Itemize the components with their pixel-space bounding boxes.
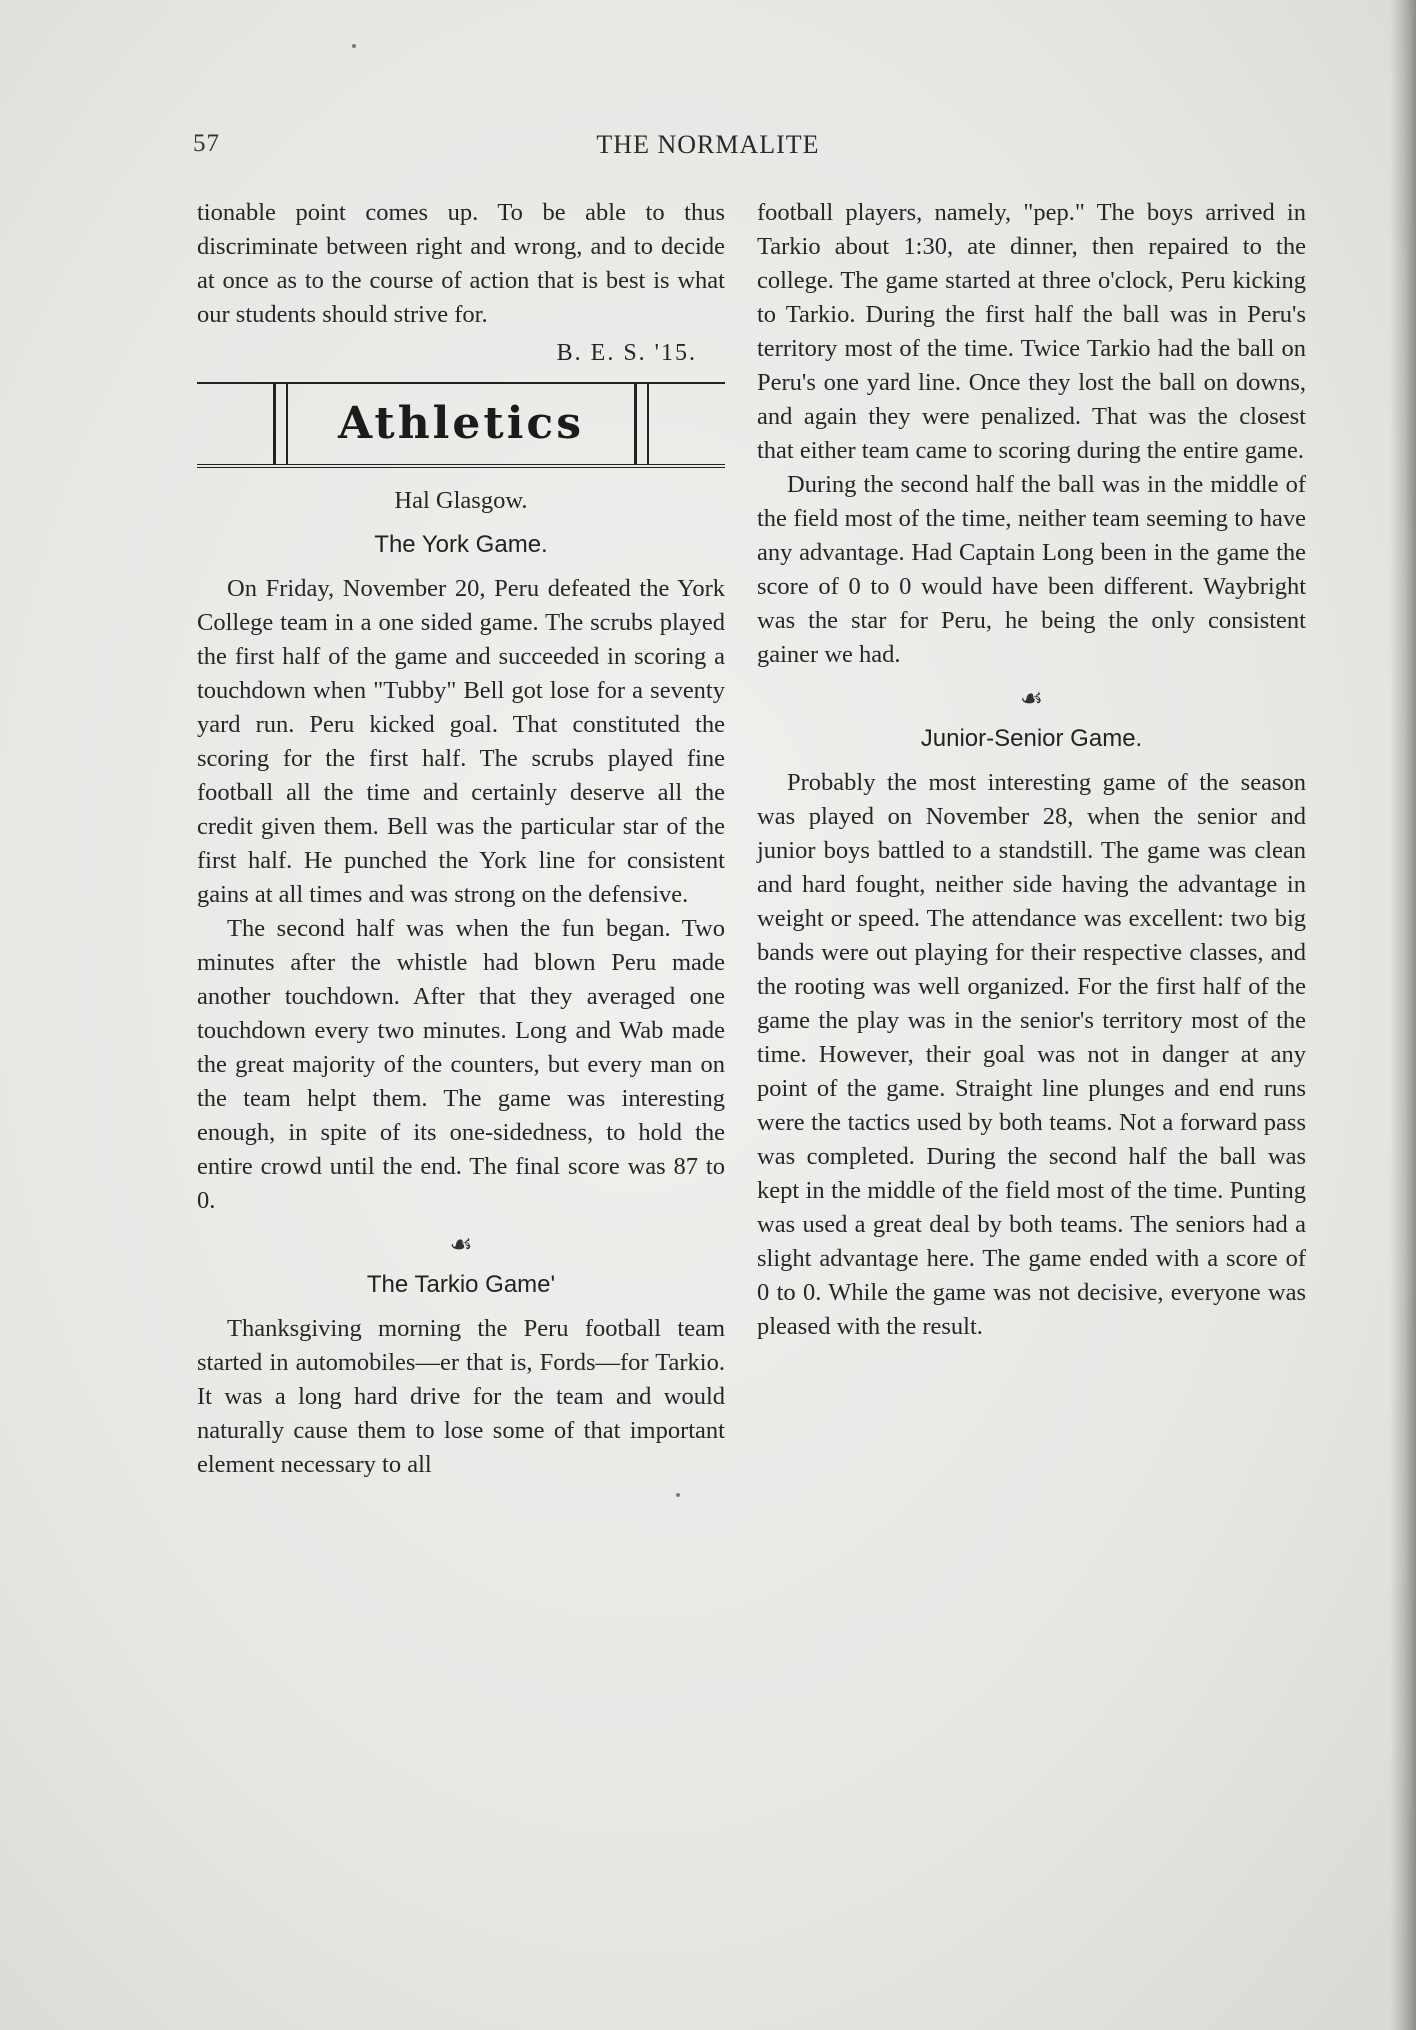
section-ornament: ☙: [449, 1230, 473, 1259]
heading-bar-left: [273, 384, 288, 464]
byline: Hal Glasgow.: [394, 487, 528, 514]
tarkio-continued-paragraph: football players, namely, "pep." The boys arrived in Tarkio about 1:30, ate dinner, then repaired to the college. The game started at three o'clock, Peru kicking to Tarkio. During the first half the ball was in Peru's territory most of the time. Twice Tarkio had the ball on Peru's one yard line. Once they lost the ball on downs, and again they were penalized. That was the closest that either team came to scoring during the entire game.: [757, 199, 1306, 464]
section-ornament: ☙: [1019, 684, 1044, 713]
author-signature: B. E. S. '15.: [556, 340, 697, 366]
heading-rule-bottom: [197, 464, 725, 468]
heading-box: [197, 384, 725, 464]
carryover-paragraph: tionable point comes up. To be able to thus discriminate between right and wrong, and to decide at once as to the course of action that is best is what our students should strive for.: [197, 199, 725, 328]
york-paragraph-1: On Friday, November 20, Peru defeated the York College team in a one sided game. The scrubs played the first half of the game and succeeded in scoring a touchdown when "Tubby" Bell got lose for a seventy yard run. Peru kicked goal. That constituted the scoring for the first half. The scrubs played fine football all the time and certainly deserve all the credit given them. Bell was the particular star of the first half. He punched the York line for consistent gains at all times and was strong on the defensive.: [197, 575, 725, 908]
right-column: [757, 196, 1306, 1344]
tarkio-paragraph-2: During the second half the ball was in the middle of the field most of the time, neither team seeming to have any advantage. Had Captain Long been in the game the score of 0 to 0 would have been different. Waybright was the star for Peru, he being the only consistent gainer we had.: [757, 471, 1306, 668]
junior-senior-paragraph: Probably the most interesting game of the season was played on November 28, when the senior and junior boys battled to a standstill. The game was clean and hard fought, neither side having the advantage in weight or speed. The attendance was excellent: two big bands were out playing for their respective classes, and the rooting was well organized. For the first half of the game the play was in the senior's territory most of the time. However, their goal was not in danger at any point of the game. Straight line plunges and end runs were the tactics used by both teams. Not a forward pass was completed. During the second half the ball was kept in the middle of the field most of the time. Punting was used a great deal by both teams. The seniors had a slight advantage here. The game ended with a score of 0 to 0. While the game was not decisive, everyone was pleased with the result.: [757, 769, 1306, 1340]
paper-speck: [352, 44, 356, 48]
page-edge-shadow: [1390, 0, 1416, 2030]
tarkio-game-heading: The Tarkio Game': [366, 1271, 556, 1298]
heading-bar-right: [634, 384, 649, 464]
department-title: Athletics: [338, 398, 584, 449]
department-heading: [197, 382, 725, 468]
paper-speck: [676, 1493, 680, 1497]
left-column: [197, 196, 725, 1482]
page-number: 57: [193, 130, 220, 157]
york-game-heading: The York Game.: [374, 531, 548, 558]
york-paragraph-2: The second half was when the fun began. Two minutes after the whistle had blown Peru made another touchdown. After that they averaged one touchdown every two minutes. Long and Wab made the great majority of the counters, but every man on the team helpt them. The game was interesting enough, in spite of its one-sidedness, to hold the entire crowd until the end. The final score was 87 to 0.: [197, 915, 725, 1214]
tarkio-paragraph-1: Thanksgiving morning the Peru football team started in automobiles—er that is, Fords—for Tarkio. It was a long hard drive for the team and would naturally cause them to lose some of that important element necessary to all: [197, 1315, 725, 1478]
running-head: THE NORMALITE: [596, 130, 820, 159]
junior-senior-heading: Junior-Senior Game.: [920, 725, 1143, 752]
